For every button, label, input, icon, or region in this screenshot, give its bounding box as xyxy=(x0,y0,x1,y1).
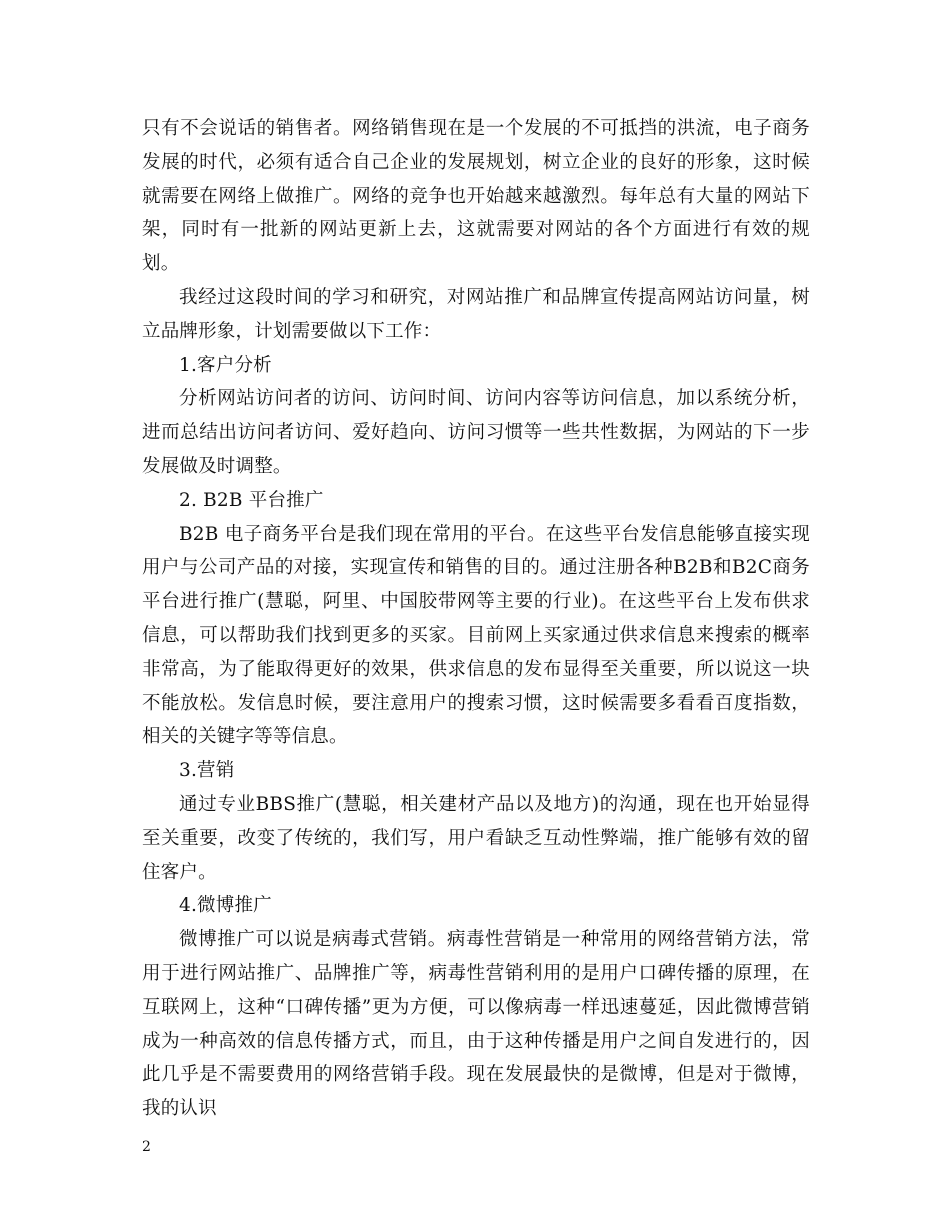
paragraph-customer-analysis: 分析网站访问者的访问、访问时间、访问内容等访问信息，加以系统分析，进而总结出访问者访问、爱好趋向、访问习惯等一些共性数据，为网站的下一步发展做及时调整。 xyxy=(142,388,810,477)
page-number: 2 xyxy=(142,1139,151,1155)
document-body xyxy=(142,112,810,1126)
section-heading-weibo-promotion: 4.微博推广 xyxy=(179,895,272,917)
paragraph-marketing: 通过专业BBS推广(慧聪，相关建材产品以及地方)的沟通，现在也开始显得至关重要，改变了传统的，我们写，用户看缺乏互动性弊端，推广能够有效的留住客户。 xyxy=(142,793,810,883)
paragraph-weibo-promotion: 微博推广可以说是病毒式营销。病毒性营销是一种常用的网络营销方法，常用于进行网站推广、品牌推广等，病毒性营销利用的是用户口碑传播的原理，在互联网上，这种“口碑传播”更为方便，可以像病毒一样迅速蔓延，因此微博营销成为一种高效的信息传播方式，而且，由于这种传播是用户之间自发进行的，因此几乎是不需要费用的网络营销手段。现在发展最快的是微博，但是对于微博，我的认识 xyxy=(142,929,810,1120)
paragraph-continuation: 只有不会说话的销售者。网络销售现在是一个发展的不可抵挡的洪流，电子商务发展的时代，必须有适合自己企业的发展规划，树立企业的良好的形象，这时候就需要在网络上做推广。网络的竞争也开始越来越激烈。每年总有大量的网站下架，同时有一批新的网站更新上去，这就需要对网站的各个方面进行有效的规划。 xyxy=(142,118,810,275)
paragraph-intro: 我经过这段时间的学习和研究，对网站推广和品牌宣传提高网站访问量，树立品牌形象，计划需要做以下工作： xyxy=(142,286,810,342)
section-heading-b2b-promotion: 2. B2B 平台推广 xyxy=(179,489,324,511)
paragraph-b2b-promotion: B2B 电子商务平台是我们现在常用的平台。在这些平台发信息能够直接实现用户与公司产品的对接，实现宣传和销售的目的。通过注册各种B2B和B2C商务平台进行推广(慧聪，阿里、中国胶带网等主要的行业)。在这些平台上发布供求信息，可以帮助我们找到更多的买家。目前网上买家通过供求信息来搜索的概率非常高，为了能取得更好的效果，供求信息的发布显得至关重要，所以说这一块不能放松。发信息时候，要注意用户的搜索习惯，这时候需要多看看百度指数，相关的关键字等等信息。 xyxy=(142,523,810,748)
section-heading-marketing: 3.营销 xyxy=(179,760,235,782)
section-heading-customer-analysis: 1.客户分析 xyxy=(179,354,272,376)
